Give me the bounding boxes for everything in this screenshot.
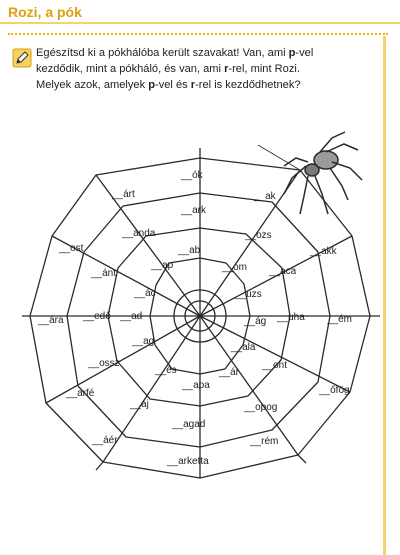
web-word: __ánt <box>91 268 117 279</box>
instruction-line-1: Egészítsd ki a pókhálóba került szavakat! Van, ami p-vel <box>36 47 314 59</box>
spider-leg <box>326 144 358 152</box>
web-word: __ab <box>178 245 201 256</box>
web-word: __ost <box>59 243 84 254</box>
web-word: __őfög <box>319 385 350 396</box>
page-title: Rozi, a pók <box>8 4 82 20</box>
web-word: __ók <box>181 170 203 181</box>
web-word: __ont <box>262 360 288 371</box>
web-word: __ag <box>132 336 155 347</box>
web-word: __ossz <box>88 358 120 369</box>
web-word: __ark <box>181 205 207 216</box>
web-word: __ad <box>120 311 143 322</box>
web-word: __ala <box>231 342 256 353</box>
web-word: __arketta <box>167 456 209 467</box>
web-word: __ozs <box>245 230 272 241</box>
web-word: __agad <box>172 419 206 430</box>
web-word: __uha <box>277 312 305 323</box>
spider-leg <box>284 166 306 194</box>
web-word: __úzs <box>235 289 262 300</box>
web-word: __ém <box>327 314 353 325</box>
web-word: __ap <box>151 260 174 271</box>
web-word: __rém <box>250 436 279 447</box>
instruction-line-2: kezdődik, mint a pókháló, és van, ami r-rel, mint Rozi. <box>36 63 300 75</box>
web-word: __ác <box>134 288 156 299</box>
web-word: __aj <box>130 399 149 410</box>
web-word: __ak <box>254 191 276 202</box>
spider-leg <box>300 176 308 214</box>
web-word: __áér <box>92 435 118 446</box>
web-word: __árt <box>112 189 135 200</box>
web-word: __és <box>155 365 177 376</box>
web-word: __ár <box>219 367 240 378</box>
web-word: __ág <box>244 316 267 327</box>
spider-leg <box>330 168 348 200</box>
instruction-line-3: Melyek azok, amelyek p-vel és r-rel is kezdődhetnek? <box>36 79 301 91</box>
web-word: __ára <box>38 315 64 326</box>
web-word: __arfé <box>66 388 95 399</box>
web-word: __akk <box>310 246 337 257</box>
web-word: __om <box>222 262 248 273</box>
web-word: __opog <box>244 402 278 413</box>
spider-leg <box>284 158 308 166</box>
spider-leg <box>315 176 328 214</box>
spider-head <box>305 164 319 176</box>
web-word: __anda <box>122 228 156 239</box>
web-word: __edő <box>83 311 111 322</box>
web-word: __apa <box>182 380 210 391</box>
web-word: __aca <box>269 266 297 277</box>
